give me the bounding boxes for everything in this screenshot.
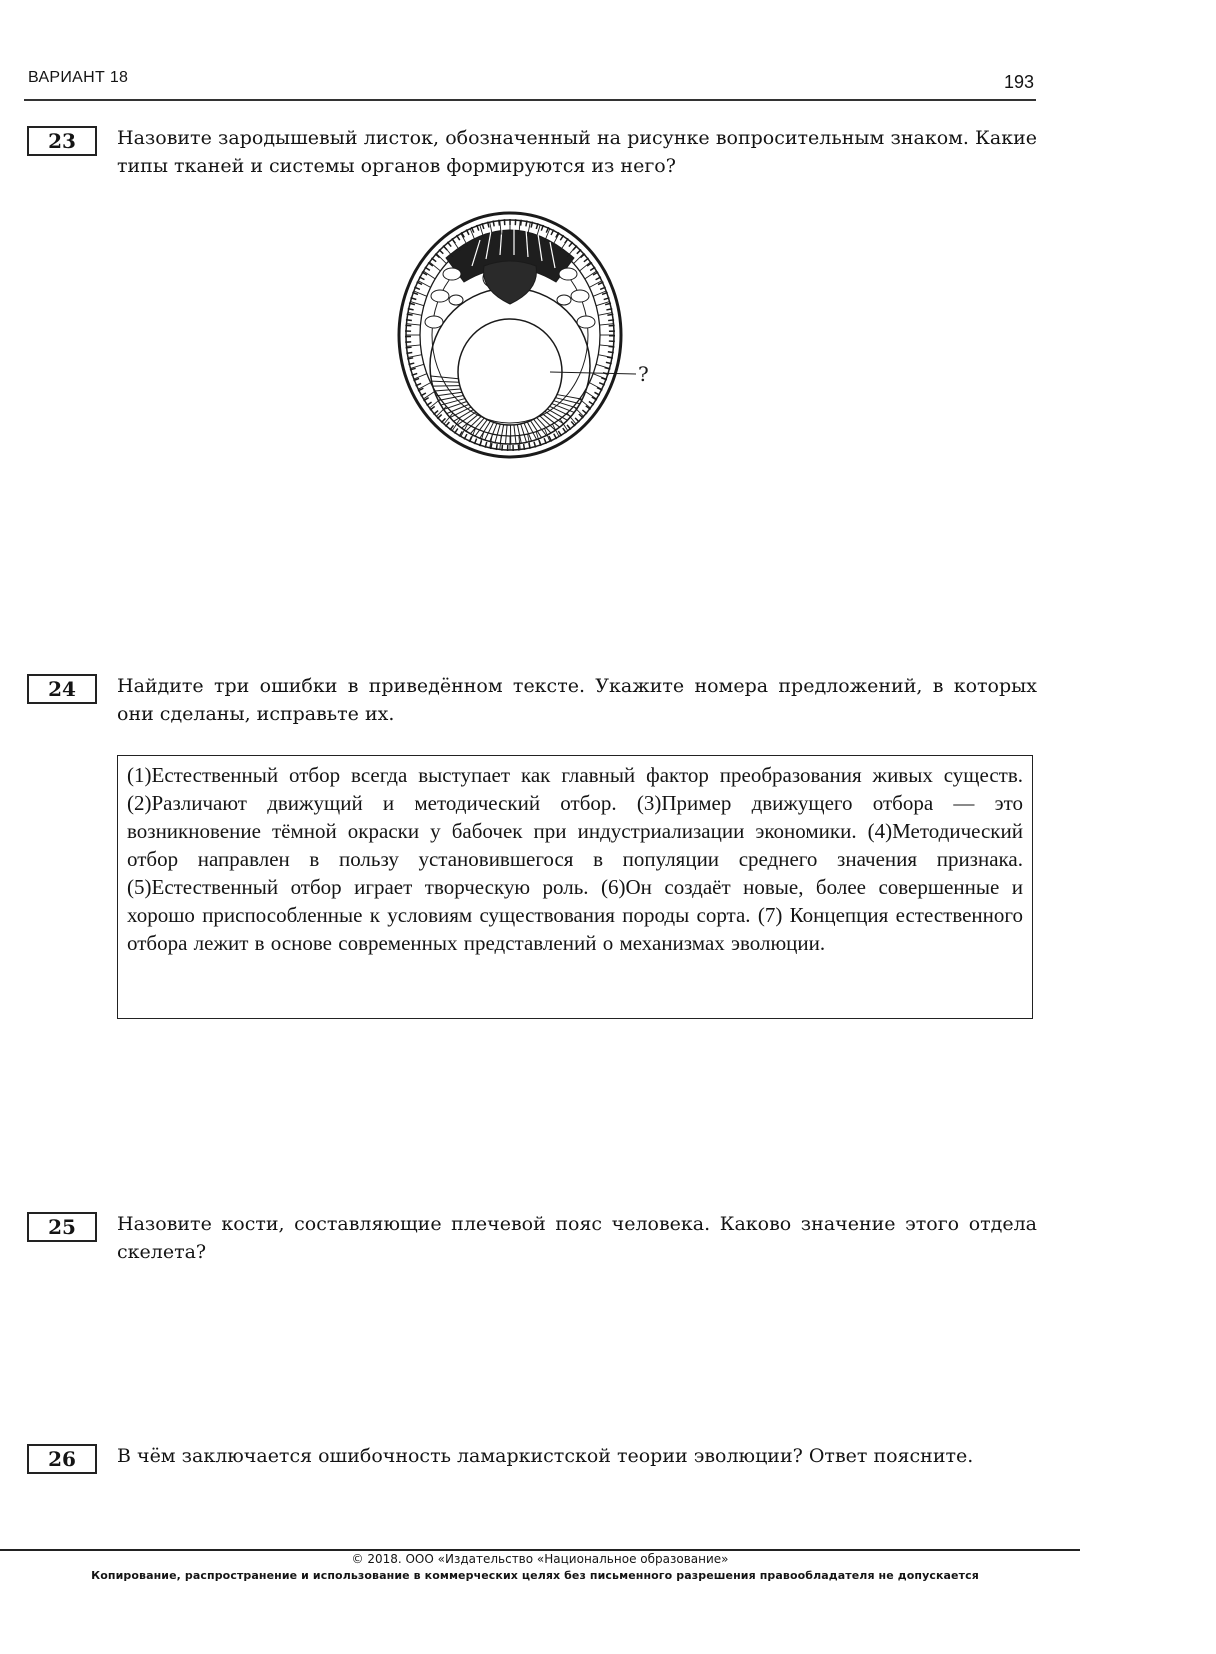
- footer-divider: [0, 1549, 1080, 1551]
- embryo-diagram: [380, 200, 700, 470]
- variant-label: ВАРИАНТ 18: [28, 69, 129, 86]
- task-24-passage: (1)Естественный отбор всегда выступает как главный фактор преобразования живых существ. (2)Различают движущий и методический отбор. (3)Пример движущего отбора — это возникновение тёмной окраски у бабочек при индустриализации экономики. (4)Методический отбор направлен в пользу установившегося в популяции среднего значения признака. (5)Естественный отбор играет творческую роль. (6)Он создаёт новые, более совершенные и хорошо приспособленные к условиям существования породы сорта. (7) Концепция естественного отбора лежит в основе современных представлений о механизмах эволюции.: [117, 755, 1033, 1019]
- task-23-text: Назовите зародышевый листок, обозначенный на рисунке вопросительным знаком. Какие типы тканей и системы органов формируются из него?: [117, 127, 1037, 177]
- header-divider: [24, 99, 1036, 101]
- task-24-number: 24: [27, 674, 97, 704]
- footer-notice: Копирование, распространение и использование в коммерческих целях без письменного разрешения правообладателя не допускается: [91, 1569, 979, 1582]
- task-26-number: 26: [27, 1444, 97, 1474]
- task-26-text: В чём заключается ошибочность ламаркистской теории эволюции? Ответ поясните.: [117, 1445, 974, 1467]
- task-23-number: 23: [27, 126, 97, 156]
- task-25-text: Назовите кости, составляющие плечевой пояс человека. Каково значение этого отдела скелета?: [117, 1213, 1037, 1263]
- page-number: 193: [1003, 72, 1034, 92]
- figure-question-mark: ?: [638, 362, 649, 386]
- task-24-text: Найдите три ошибки в приведённом тексте. Укажите номера предложений, в которых они сделаны, исправьте их.: [117, 675, 1037, 725]
- task-25-number: 25: [27, 1212, 97, 1242]
- footer-copyright: © 2018. ООО «Издательство «Национальное образование»: [351, 1552, 729, 1566]
